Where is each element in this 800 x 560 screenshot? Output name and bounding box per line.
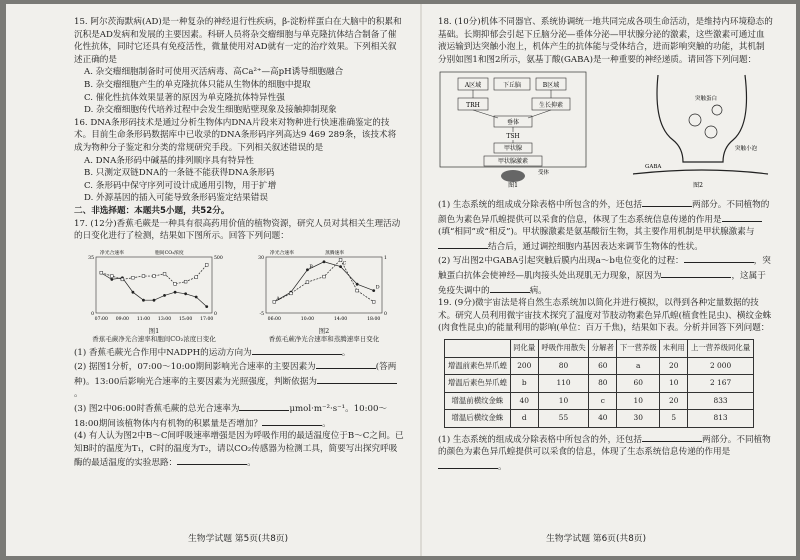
annotation-label: B: [309, 264, 313, 270]
q16-option-c: C. 条形码中保守序列可设计成通用引物，用于扩增: [84, 180, 277, 191]
q18-figures: [438, 70, 773, 193]
figure-2-caption: 图2: [318, 326, 330, 335]
figure-2-xlabel: 香蕉毛蕨净光合速率和蒸腾速率日变化: [268, 334, 380, 343]
data-point: [323, 275, 326, 278]
synapse-diagram: [623, 70, 773, 188]
table-cell: 10: [538, 392, 589, 410]
q15-stem: 15. 阿尔茨海默病(AD)是一种复杂的神经退行性疾病，β-淀粉样蛋白在大脑中的积累和沉积是AD发病和发展的主要因素。科研人员将杂交瘤细胞与单克隆抗体结合制备了催化性抗体，同时它还具有免疫活性，微量使用对AD就有一定的治疗效果。下列相关叙述正确的是: [74, 17, 402, 65]
q17-sub3-text: (3) 图2中06:00时香蕉毛蕨的总光合速率为: [74, 404, 240, 415]
data-point: [163, 294, 166, 297]
annotation-label: A: [276, 296, 280, 302]
chart-2: [244, 245, 404, 327]
q18-sub1-text: (1) 生态系统的组成成分除表格中所包含的外，还包括: [438, 199, 642, 210]
data-point: [184, 292, 187, 295]
x-tick-label: 17:00: [200, 316, 214, 322]
data-point: [153, 298, 156, 301]
x-tick-label: 10:00: [300, 316, 315, 322]
data-point: [110, 278, 113, 281]
trh-label: TRH: [466, 102, 480, 110]
data-point: [273, 300, 276, 303]
y2-tick-label: 1: [384, 255, 387, 261]
y-tick-label: 0: [91, 311, 94, 317]
a-zone-label: A区域: [464, 82, 482, 90]
page-fold: [420, 4, 422, 556]
table-cell: 110: [538, 375, 589, 393]
figure-1-caption: 图1: [148, 326, 160, 335]
q17-figures: [74, 245, 404, 343]
q18-sub2-text-b: ，突触蛋白抗体会使神经—肌肉接头处出现肌无力现象，原因为: [438, 256, 771, 281]
answer-blank[interactable]: [316, 359, 376, 369]
data-point: [174, 282, 177, 285]
protein-label: 突触蛋白: [695, 96, 718, 103]
receptor-label: 受体: [538, 170, 550, 177]
data-point: [153, 274, 156, 277]
series-line: [101, 265, 206, 284]
exam-sheet: [6, 4, 796, 556]
legend-label: 蒸腾速率: [325, 250, 345, 256]
table-cell: 833: [688, 392, 754, 410]
q18-figure-2: [623, 70, 773, 193]
table-cell: 60: [589, 357, 617, 375]
data-point: [205, 263, 208, 266]
table-cell: 20: [660, 357, 688, 375]
table-cell: 2 000: [688, 357, 754, 375]
plot-frame: [96, 257, 212, 313]
answer-blank[interactable]: [252, 345, 342, 355]
chart-1: [74, 245, 234, 327]
table-cell: 80: [589, 375, 617, 393]
q19-stem: 19. (9分)微宇宙法是将自然生态系统加以简化并进行模拟，以得到各种定量数据的技术。研究人员利用微宇宙技术探究了温度对节肢动物素色异爪蝗(植食性昆虫)、横纹金蛛(肉食性昆虫)的能量利用的影响(单位：百万千焦)，结果如下表。分析并回答下列问题：: [438, 298, 772, 334]
q17-sub1: (1) 香蕉毛蕨光合作用中NADPH的运动方向为 。: [74, 345, 404, 360]
q15-option-d: D. 杂交瘤细胞传代培养过程中会发生细胞贴壁现象及接触抑制现象: [84, 105, 337, 116]
data-point: [372, 289, 375, 292]
table-cell: 40: [589, 410, 617, 428]
table-header-cell: [445, 339, 511, 357]
y2-tick-label: 0: [384, 311, 387, 317]
data-point: [163, 272, 166, 275]
q18-sub1-text-c: (填“相同”或“相反”)。甲状腺激素是氨基酸衍生物，其主要作用机制是甲状腺激素与: [438, 227, 755, 238]
x-tick-label: 09:00: [115, 316, 129, 322]
table-header-cell: 上一营养级同化量: [688, 339, 754, 357]
q17-sub1-text: (1) 香蕉毛蕨光合作用中NADPH的运动方向为: [74, 347, 252, 358]
table-cell: 增温前横纹金蛛: [445, 392, 511, 410]
pituitary-label: 垂体: [506, 119, 520, 127]
data-point: [339, 258, 342, 261]
table-cell: d: [510, 410, 538, 428]
vesicle-label: 突触小泡: [735, 146, 758, 153]
table-row: [445, 375, 754, 393]
data-point: [372, 300, 375, 303]
legend-label: 净光合速率: [270, 250, 294, 256]
data-point: [339, 265, 342, 268]
q18-sub2-text-d: 病。: [529, 285, 547, 296]
table-header-row: [445, 339, 754, 357]
answer-blank[interactable]: [684, 253, 754, 263]
thyroid-hormone-label: 甲状腺激素: [497, 158, 529, 166]
answer-blank[interactable]: [490, 283, 530, 293]
q18-figure-1: [438, 70, 588, 193]
data-point: [184, 280, 187, 283]
y2-tick-label: 500: [214, 255, 223, 261]
q17-sub3-text-b: 18:00期间该植物体内有机物的积累量是否增加？: [74, 418, 263, 429]
plot-frame: [266, 257, 382, 313]
table-row: [445, 357, 754, 375]
table-header-cell: 分解者: [589, 339, 617, 357]
q17-sub2-text: (2) 据图1分析，07:00～10:00期间影响光合速率的主要因素为: [74, 362, 316, 373]
section-heading: 二、非选择题：本题共5小题，共52分。: [74, 205, 230, 216]
diagram-2-caption: 图2: [693, 182, 703, 189]
table-cell: a: [617, 357, 660, 375]
page-5-footer: 生物学试题 第5页(共8页): [188, 534, 289, 544]
table-cell: 60: [617, 375, 660, 393]
answer-blank[interactable]: [317, 374, 397, 384]
table-header-cell: 未利用: [660, 339, 688, 357]
endocrine-diagram: [438, 70, 588, 188]
q19-sub1: (1) 生态系统的组成成分除表格中所包含的外，还包括 两部分。不同植物的颜色为素色异爪蝗提供可以采食的信息，体现了生态系统信息传递的作用是。: [438, 432, 773, 474]
table-cell: c: [589, 392, 617, 410]
data-point: [205, 305, 208, 308]
energy-table: [444, 339, 754, 428]
q17-sub2-text-b: (答两种)。13:00后影响光合速率的主要因素为光照强度，判断依据为: [74, 362, 397, 387]
q18-sub1-text-b: 两部分。不同植物的颜色为素色异爪蝗提供可以采食的信息，体现了生态系统信息传递的作用是: [438, 199, 770, 225]
table-cell: 10: [660, 375, 688, 393]
page-6-footer: 生物学试题 第6页(共8页): [546, 534, 647, 544]
table-header-cell: 下一营养级: [617, 339, 660, 357]
table-cell: 增温后素色异爪蝗: [445, 375, 511, 393]
answer-blank[interactable]: [661, 268, 731, 278]
answer-blank[interactable]: [642, 197, 692, 207]
table-cell: 80: [538, 357, 589, 375]
b-zone-label: B区域: [542, 82, 560, 90]
annotation-label: D: [375, 285, 380, 291]
table-cell: 增温前素色异爪蝗: [445, 357, 511, 375]
hypothalamus-label: 下丘脑: [502, 82, 522, 90]
answer-blank[interactable]: [177, 455, 247, 465]
table-cell: 2 167: [688, 375, 754, 393]
table-cell: 40: [510, 392, 538, 410]
answer-blank[interactable]: [642, 432, 702, 442]
page-5: [74, 16, 404, 470]
answer-blank[interactable]: [239, 401, 289, 411]
q18-sub2: [438, 253, 773, 297]
x-tick-label: 06:00: [267, 316, 281, 322]
q18-sub2-text-c: ，这属于免疫失调中的: [438, 270, 766, 296]
table-cell: b: [510, 375, 538, 393]
figure-1-xlabel: 香蕉毛蕨净光合速率和胞间CO₂浓度日变化: [92, 334, 216, 343]
x-tick-label: 07:00: [94, 316, 108, 322]
thyroid-label: 甲状腺: [503, 145, 523, 153]
data-point: [110, 274, 113, 277]
table-cell: 5: [660, 410, 688, 428]
y-tick-label: 30: [258, 255, 264, 261]
q15-option-a: A. 杂交瘤细胞制备时可使用灭活病毒、高Ca²⁺—高pH诱导细胞融合: [84, 67, 344, 78]
q15-option-b: B. 杂交瘤细胞产生的单克隆抗体只能从生物体的细胞中提取: [84, 79, 311, 90]
figure-2: [244, 245, 404, 343]
q17-sub2: (2) 据图1分析，07:00～10:00期间影响光合速率的主要因素为 (答两种)。13:00后影响光合速率的主要因素为光照强度，判断依据为。: [74, 359, 404, 401]
y-tick-label: 35: [88, 255, 94, 261]
legend-label: 胞间CO₂浓度: [155, 250, 184, 256]
q16-option-a: A. DNA条形码中碱基的排列顺序具有特异性: [84, 155, 254, 166]
q17-sub3-unit: μmol·m⁻²·s⁻¹。10:00～: [289, 404, 388, 415]
q19-sub1-text: (1) 生态系统的组成成分除表格中所包含的外，还包括: [438, 434, 642, 445]
table-row: [445, 410, 754, 428]
data-point: [121, 278, 124, 281]
x-tick-label: 14:00: [333, 316, 348, 322]
y2-tick-label: 0: [214, 311, 217, 317]
data-point: [195, 275, 198, 278]
answer-blank[interactable]: [438, 459, 498, 469]
figure-1: [74, 245, 234, 343]
table-cell: 55: [538, 410, 589, 428]
page-6: [438, 16, 773, 474]
q16-option-b: B. 只测定双链DNA的一条链不能获得DNA条形码: [84, 168, 275, 179]
series-line: [274, 261, 373, 301]
data-point: [289, 292, 292, 295]
data-point: [356, 289, 359, 292]
data-point: [142, 274, 145, 277]
legend-label: 净光合速率: [100, 250, 124, 256]
answer-blank[interactable]: [262, 416, 322, 426]
series-line: [274, 259, 373, 301]
q17-sub3: (3) 图2中06:00时香蕉毛蕨的总光合速率为 μmol·m⁻²·s⁻¹。10:00～18:00期间该植物体内有机物的积累量是否增加？ 。: [74, 401, 404, 430]
data-point: [100, 271, 103, 274]
y-tick-label: -5: [259, 311, 264, 317]
q17-sub4-text: (4) 有人认为图2中B～C间呼吸速率增强是因为呼吸作用的最适温度位于B～C之间。已知B时的温度为T₁，C时的温度为T₂，请以CO₂传感器为检测工具，简要写出探究呼吸酶的最适温度的实验思路：: [74, 431, 404, 469]
x-tick-label: 13:00: [157, 316, 172, 322]
table-header-cell: 同化量: [510, 339, 538, 357]
data-point: [306, 268, 309, 271]
growth-inhibitor-label: 生长抑素: [538, 102, 564, 110]
table-header-cell: 呼吸作用散失: [538, 339, 589, 357]
q18-sub2-text: (2) 写出图2中GABA引起突触后膜内出现a～b电位变化的过程：: [438, 256, 684, 267]
x-tick-label: 15:00: [179, 316, 193, 322]
table-cell: 813: [688, 410, 754, 428]
x-tick-label: 18:00: [367, 316, 381, 322]
table-cell: 20: [660, 392, 688, 410]
data-point: [132, 276, 135, 279]
table-cell: 增温后横纹金蛛: [445, 410, 511, 428]
data-point: [174, 290, 177, 293]
annotation-label: C: [342, 261, 347, 267]
q18-stem: 18. (10分)机体不同器官、系统协调统一地共同完成各项生命活动，是维持内环境稳态的基础。长期抑郁会引起下丘脑分泌—垂体分泌—甲状腺分泌的激素，这些激素可通过血液运输到达突触小泡上，机体产生的抗体能与受体结合，进而影响突触的功能，其机制分别如图1和图2所示，氨基丁酸(GABA)是一种重要的神经递质。请回答下列问题：: [438, 17, 773, 65]
table-cell: 30: [617, 410, 660, 428]
answer-blank[interactable]: [438, 239, 488, 249]
q17-stem: 17. (12分)香蕉毛蕨是一种具有很高药用价值的植物资源，研究人员对其相关生理活动的日变化进行了检测，结果如下图所示。回答下列问题：: [74, 218, 401, 242]
data-point: [195, 295, 198, 298]
gaba-label: GABA: [645, 164, 662, 171]
q16-stem: 16. DNA条形码技术是通过分析生物体内DNA片段来对物种进行快速准确鉴定的技术。目前生命条形码数据库中已收录的DNA条形码序列高达9 469 289条，该技术将成为物种分子鉴定和分类的常规研究手段。下列相关叙述错误的是: [74, 117, 397, 153]
data-point: [306, 280, 309, 283]
data-point: [356, 282, 359, 285]
q18-sub1: [438, 197, 773, 253]
x-tick-label: 11:00: [136, 316, 151, 322]
data-point: [132, 290, 135, 293]
tsh-label: TSH: [506, 133, 520, 141]
q18-sub1-text-d: 结合后，通过调控细胞内基因表达来调节生物体的性状。: [488, 241, 703, 252]
table-cell: 200: [510, 357, 538, 375]
q19-sub1-text-b: 两部分。不同植物的颜色为素色异爪蝗提供可以采食的信息，体现了生态系统信息传递的作用是: [438, 434, 771, 458]
data-point: [323, 260, 326, 263]
q15-option-c: C. 催化性抗体效果显著的原因为单克隆抗体特异性强: [84, 92, 285, 103]
answer-blank[interactable]: [722, 212, 762, 222]
q17-sub4: (4) 有人认为图2中B～C间呼吸速率增强是因为呼吸作用的最适温度位于B～C之间。已知B时的温度为T₁，C时的温度为T₂，请以CO₂传感器为检测工具，简要写出探究呼吸酶的最适温度的实验思路： 。: [74, 431, 404, 469]
data-point: [142, 298, 145, 301]
table-cell: 10: [617, 392, 660, 410]
table-row: [445, 392, 754, 410]
q16-option-d: D. 外源基因的插入可能导致条形码鉴定结果错误: [84, 193, 268, 204]
diagram-1-caption: 图1: [508, 182, 518, 189]
